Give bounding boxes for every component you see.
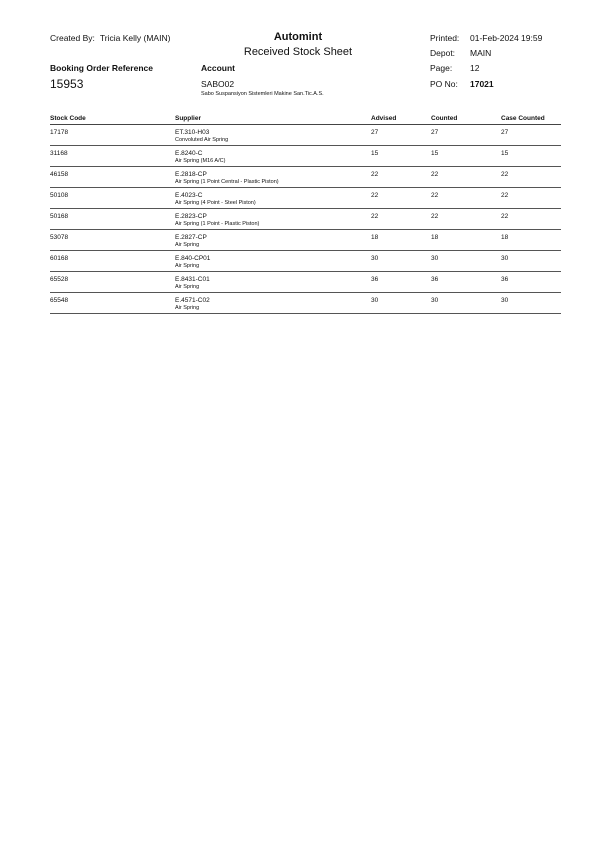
po-label: PO No: <box>430 79 458 89</box>
cell-supplier <box>175 297 371 313</box>
cell-counted: 30 <box>431 297 439 304</box>
cell-counted: 18 <box>431 234 439 241</box>
cell-part-number: E.8431-C01 <box>175 276 210 283</box>
cell-part-description: Air Spring (4 Point - Steel Piston) <box>175 200 256 206</box>
created-by <box>50 33 170 43</box>
account-label: Account <box>201 63 235 73</box>
cell-stock-code: 60168 <box>50 255 69 262</box>
cell-part-description: Air Spring <box>175 242 200 248</box>
printed-value: 01-Feb-2024 19:59 <box>470 33 543 43</box>
cell-supplier <box>175 129 371 145</box>
column-header-supplier: Supplier <box>175 115 202 122</box>
depot-label: Depot: <box>430 48 456 58</box>
cell-supplier <box>175 255 371 271</box>
cell-counted: 22 <box>431 213 439 220</box>
cell-case-counted: 36 <box>501 276 509 283</box>
printed-label: Printed: <box>430 33 460 43</box>
table-row <box>50 125 561 146</box>
cell-counted: 22 <box>431 171 439 178</box>
cell-stock-code: 46158 <box>50 171 69 178</box>
cell-case-counted: 22 <box>501 192 509 199</box>
cell-supplier <box>175 213 371 229</box>
depot-value: MAIN <box>470 48 492 58</box>
cell-stock-code: 50168 <box>50 213 69 220</box>
cell-case-counted: 30 <box>501 255 509 262</box>
sheet-title: Received Stock Sheet <box>243 46 353 58</box>
cell-part-description: Air Spring <box>175 284 200 290</box>
cell-counted: 15 <box>431 150 439 157</box>
cell-advised: 36 <box>371 276 379 283</box>
cell-supplier <box>175 171 371 187</box>
table-row <box>50 230 561 251</box>
cell-advised: 22 <box>371 171 379 178</box>
cell-stock-code: 31168 <box>50 150 68 157</box>
po-value: 17021 <box>470 79 494 89</box>
cell-supplier <box>175 276 371 292</box>
cell-advised: 27 <box>371 129 379 136</box>
cell-counted: 22 <box>431 192 439 199</box>
cell-part-number: E.2823-CP <box>175 213 207 220</box>
cell-part-number: E.4023-C <box>175 192 203 199</box>
account-name: Sabo Suspansiyon Sistemleri Makine San.Tic.A.S. <box>201 91 324 97</box>
column-header-advised: Advised <box>371 115 397 122</box>
cell-supplier <box>175 192 371 208</box>
cell-case-counted: 27 <box>501 129 509 136</box>
cell-advised: 22 <box>371 192 379 199</box>
cell-advised: 15 <box>371 150 379 157</box>
page-value: 12 <box>470 63 480 73</box>
cell-part-number: E.840-CP01 <box>175 255 211 262</box>
cell-case-counted: 22 <box>501 171 509 178</box>
cell-advised: 22 <box>371 213 379 220</box>
cell-part-description: Air Spring <box>175 305 200 311</box>
table-row <box>50 251 561 272</box>
cell-stock-code: 17178 <box>50 129 69 136</box>
cell-part-number: E.8240-C <box>175 150 203 157</box>
booking-order-value: 15953 <box>50 77 84 91</box>
table-header <box>50 115 561 125</box>
column-header-case-counted: Case Counted <box>501 115 545 122</box>
cell-stock-code: 65548 <box>50 297 69 304</box>
cell-stock-code: 50108 <box>50 192 69 199</box>
cell-part-number: ET.310-H03 <box>175 129 210 136</box>
cell-part-number: E.2827-CP <box>175 234 207 241</box>
company-name: Automint <box>273 31 323 43</box>
cell-part-description: Air Spring (M16 A/C) <box>175 158 226 164</box>
cell-counted: 27 <box>431 129 439 136</box>
table-row <box>50 272 561 293</box>
table-row <box>50 167 561 188</box>
cell-stock-code: 53078 <box>50 234 69 241</box>
cell-counted: 30 <box>431 255 439 262</box>
cell-case-counted: 22 <box>501 213 509 220</box>
cell-advised: 30 <box>371 255 379 262</box>
account-code: SABO02 <box>201 79 235 89</box>
cell-supplier <box>175 150 371 166</box>
cell-part-number: E.4571-C02 <box>175 297 210 304</box>
column-header-counted: Counted <box>431 115 458 122</box>
cell-part-description: Convoluted Air Spring <box>175 137 229 143</box>
cell-advised: 18 <box>371 234 379 241</box>
table-row <box>50 293 561 314</box>
cell-supplier <box>175 234 371 250</box>
column-header-stock-code: Stock Code <box>50 115 86 122</box>
cell-counted: 36 <box>431 276 439 283</box>
table-row <box>50 146 561 167</box>
cell-stock-code: 65528 <box>50 276 69 283</box>
cell-case-counted: 30 <box>501 297 509 304</box>
cell-part-description: Air Spring (1 Point - Plastic Piston) <box>175 221 260 227</box>
table-row <box>50 209 561 230</box>
page-label: Page: <box>430 63 453 73</box>
cell-part-description: Air Spring <box>175 263 200 269</box>
booking-order-label: Booking Order Reference <box>50 63 153 73</box>
cell-case-counted: 18 <box>501 234 509 241</box>
cell-part-description: Air Spring (1 Point Central - Plastic Piston) <box>175 179 279 185</box>
stock-table <box>50 115 561 314</box>
table-body <box>50 125 561 314</box>
cell-advised: 30 <box>371 297 379 304</box>
created-by-label: Created By: <box>50 33 95 43</box>
created-by-value: Tricia Kelly (MAIN) <box>99 33 171 43</box>
table-row <box>50 188 561 209</box>
cell-part-number: E.2818-CP <box>175 171 207 178</box>
cell-case-counted: 15 <box>501 150 509 157</box>
